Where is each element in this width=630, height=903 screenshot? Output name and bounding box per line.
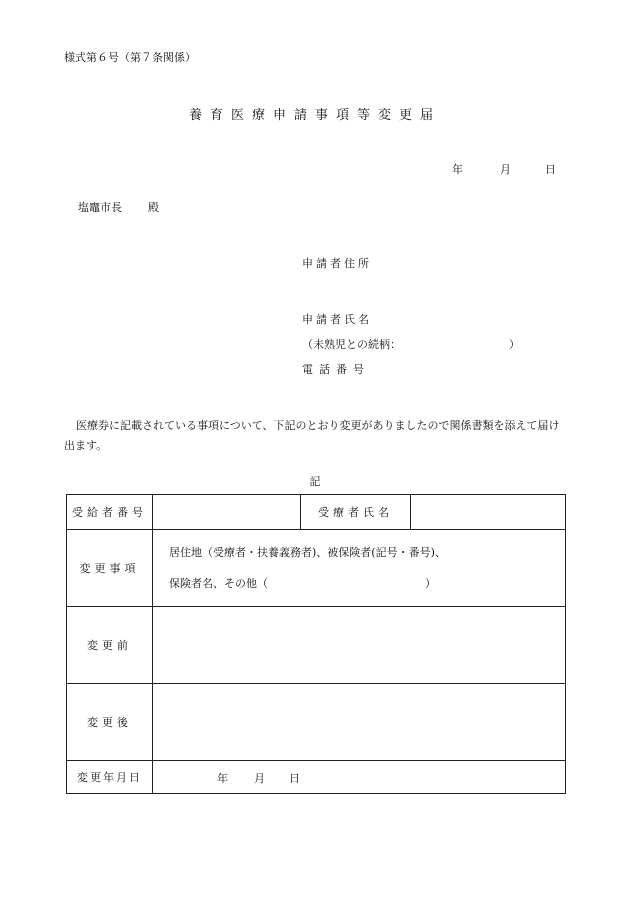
phone-label: 電話番号 [302, 363, 370, 376]
change-items-line2-text: 保険者名、その他（ [169, 577, 268, 590]
document-title: 養育医療申請事項等変更届 [188, 108, 441, 123]
change-date-year: 年 [217, 772, 228, 785]
patient-name-field[interactable] [411, 495, 566, 530]
change-items-line2-close: ） [425, 577, 436, 590]
change-date-month: 月 [254, 772, 265, 785]
change-date-label: 変更年月日 [67, 761, 153, 794]
change-items-label: 変更事項 [67, 530, 153, 607]
date-year-label: 年 [452, 163, 463, 176]
relationship-close: ） [509, 338, 520, 351]
after-field[interactable] [153, 684, 566, 761]
addressee-name: 塩竈市長 [78, 201, 122, 214]
before-label: 変更前 [67, 607, 153, 684]
after-label: 変更後 [67, 684, 153, 761]
change-items-field[interactable] [153, 530, 566, 607]
applicant-address-label: 申請者住所 [302, 257, 372, 270]
change-items-line2 [169, 568, 565, 599]
intro-paragraph: 医療券に記載されている事項について、下記のとおり変更がありましたので関係書類を添えて届け出ます。 [64, 419, 560, 452]
change-form-table [66, 494, 566, 794]
before-field[interactable] [153, 607, 566, 684]
change-items-line1: 居住地（受療者・扶養義務者)、被保険者(記号・番号)、 [169, 546, 446, 559]
addressee-honorific: 殿 [148, 201, 159, 214]
applicant-name-label: 申請者氏名 [302, 313, 372, 326]
change-date-field[interactable] [153, 761, 566, 794]
recipient-number-label: 受給者番号 [67, 495, 153, 530]
date-day-label: 日 [545, 163, 556, 176]
date-month-label: 月 [500, 163, 511, 176]
relationship-label: （未熟児との続柄： [302, 338, 401, 351]
form-number: 様式第６号（第７条関係） [64, 51, 196, 64]
patient-name-label: 受療者氏名 [301, 495, 411, 530]
ki-label: 記 [309, 475, 321, 488]
recipient-number-field[interactable] [153, 495, 301, 530]
change-date-day: 日 [289, 772, 300, 785]
